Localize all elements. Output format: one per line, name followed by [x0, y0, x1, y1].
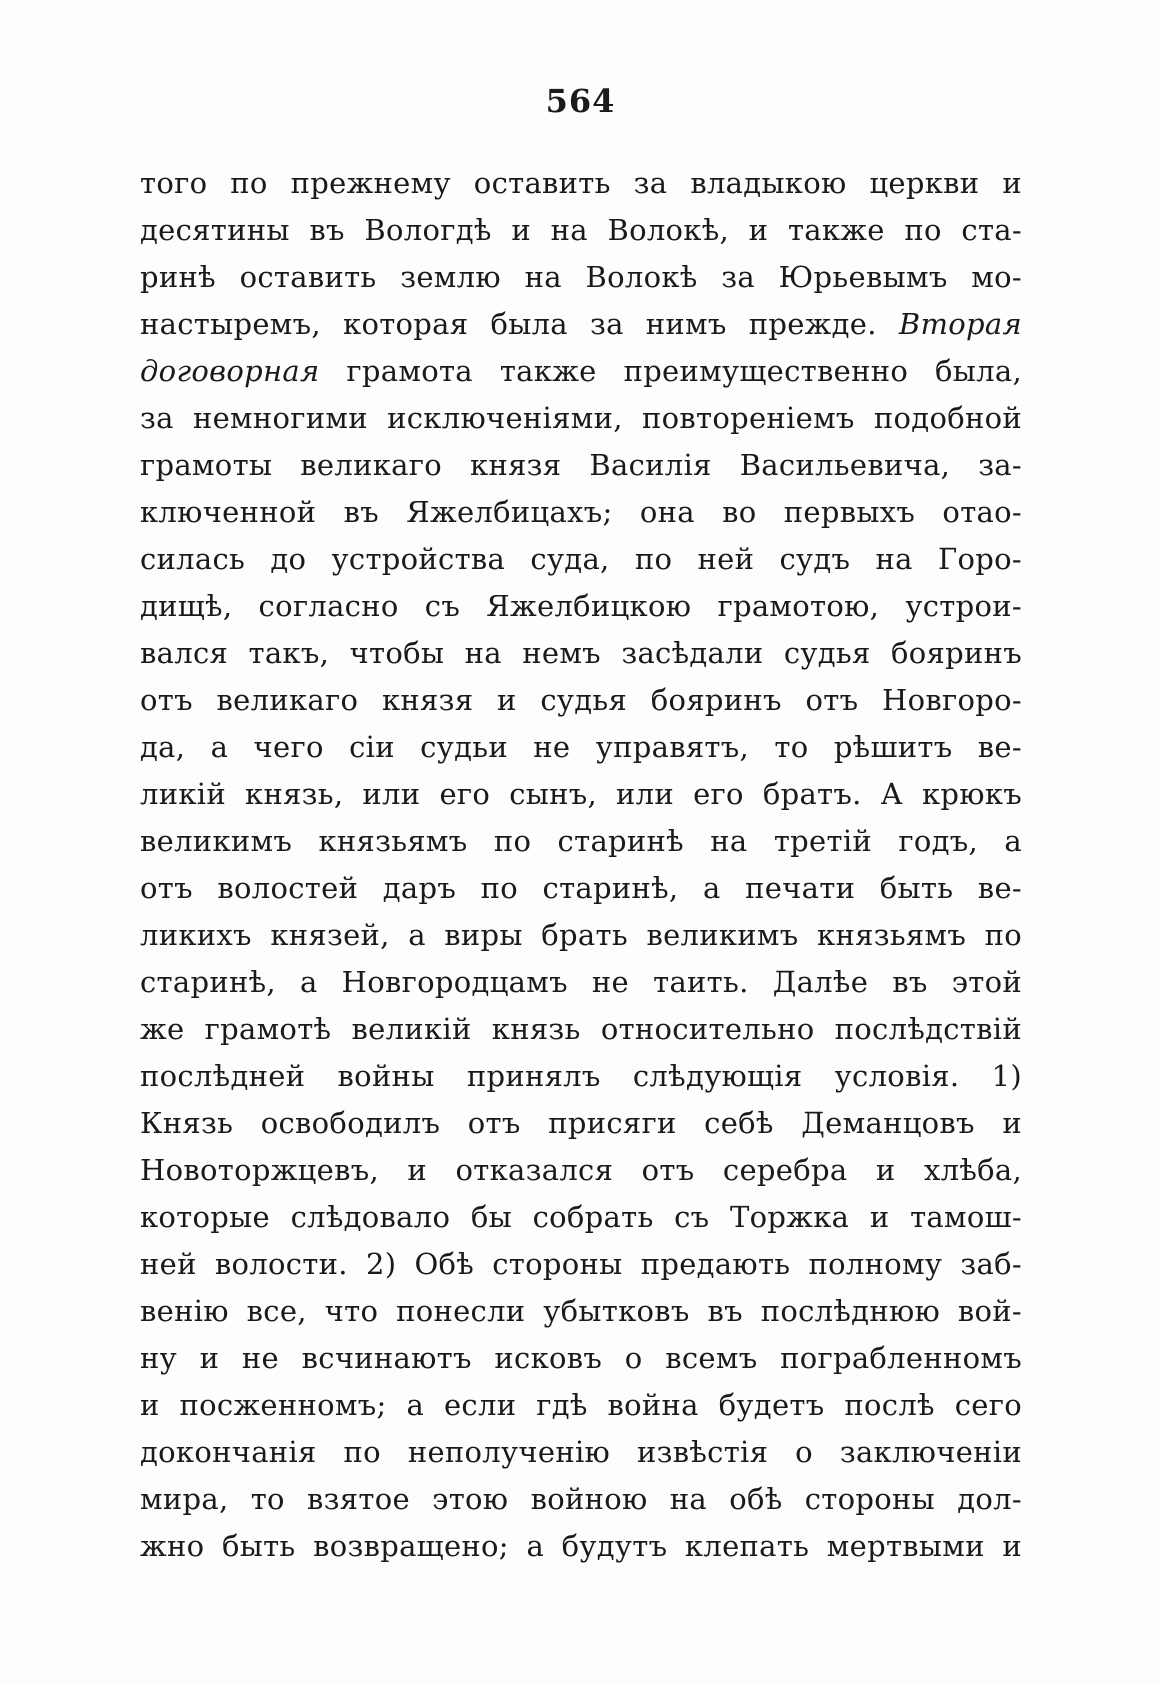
text-line: ликихъ князей, а виры брать великимъ князьямъ по	[140, 918, 1022, 952]
text-line: ключенной въ Яжелбицахъ; она во первыхъ отао-	[140, 495, 1022, 529]
text-line: ней волости. 2) Обѣ стороны предають полному заб-	[140, 1247, 1022, 1281]
text-line: ликій князь, или его сынъ, или его братъ. А крюкъ	[140, 777, 1022, 811]
text-line: мира, то взятое этою войною на обѣ стороны дол-	[140, 1482, 1022, 1516]
text-line: десятины въ Вологдѣ и на Волокѣ, и также по ста-	[140, 213, 1022, 247]
text-line	[140, 301, 1022, 348]
text-line: старинѣ, а Новгородцамъ не таить. Далѣе въ этой	[140, 965, 1022, 999]
text-line: ну и не всчинаютъ исковъ о всемъ пограбленномъ	[140, 1341, 1022, 1375]
text-line: Новоторжцевъ, и отказался отъ серебра и хлѣба,	[140, 1153, 1022, 1187]
text-line: венію все, что понесли убытковъ въ послѣднюю вой-	[140, 1294, 1022, 1328]
text-line: дищѣ, согласно съ Яжелбицкою грамотою, устрои-	[140, 589, 1022, 623]
text-line: великимъ князьямъ по старинѣ на третій годъ, а	[140, 824, 1022, 858]
body-text	[140, 160, 1022, 1570]
text-line: докончанія по неполученію извѣстія о заключеніи	[140, 1435, 1022, 1469]
text-line: и посженномъ; а если гдѣ война будетъ послѣ сего	[140, 1388, 1022, 1422]
text-line: ринѣ оставить землю на Волокѣ за Юрьевымъ мо-	[140, 260, 1022, 294]
text-segment: настыремъ, которая была за нимъ прежде.	[140, 307, 899, 341]
text-line: жно быть возвращено; а будутъ клепать мертвыми и	[140, 1529, 1022, 1563]
text-line: же грамотѣ великій князь относительно послѣдствій	[140, 1012, 1022, 1046]
text-line: послѣдней войны принялъ слѣдующія условія. 1)	[140, 1059, 1022, 1093]
text-line: да, а чего сіи судьи не управятъ, то рѣшитъ ве-	[140, 730, 1022, 764]
text-line: того по прежнему оставить за владыкою церкви и	[140, 166, 1022, 200]
page-number: 564	[545, 82, 616, 120]
italic-phrase: Вторая	[898, 307, 1022, 341]
text-line: Князь освободилъ отъ присяги себѣ Деманцовъ и	[140, 1106, 1022, 1140]
text-segment: грамота также преимущественно была,	[319, 354, 1022, 388]
text-line: силась до устройства суда, по ней судъ на Горо-	[140, 542, 1022, 576]
text-line: отъ великаго князя и судья бояринъ отъ Новгоро-	[140, 683, 1022, 717]
text-line: которые слѣдовало бы собрать съ Торжка и тамош-	[140, 1200, 1022, 1234]
text-line: грамоты великаго князя Василія Васильевича, за-	[140, 448, 1022, 482]
text-line: за немногими исключеніями, повтореніемъ подобной	[140, 401, 1022, 435]
text-line: вался такъ, чтобы на немъ засѣдали судья бояринъ	[140, 636, 1022, 670]
italic-phrase: договорная	[140, 354, 320, 388]
text-line: отъ волостей даръ по старинѣ, а печати быть ве-	[140, 871, 1022, 905]
text-line	[140, 348, 1022, 395]
